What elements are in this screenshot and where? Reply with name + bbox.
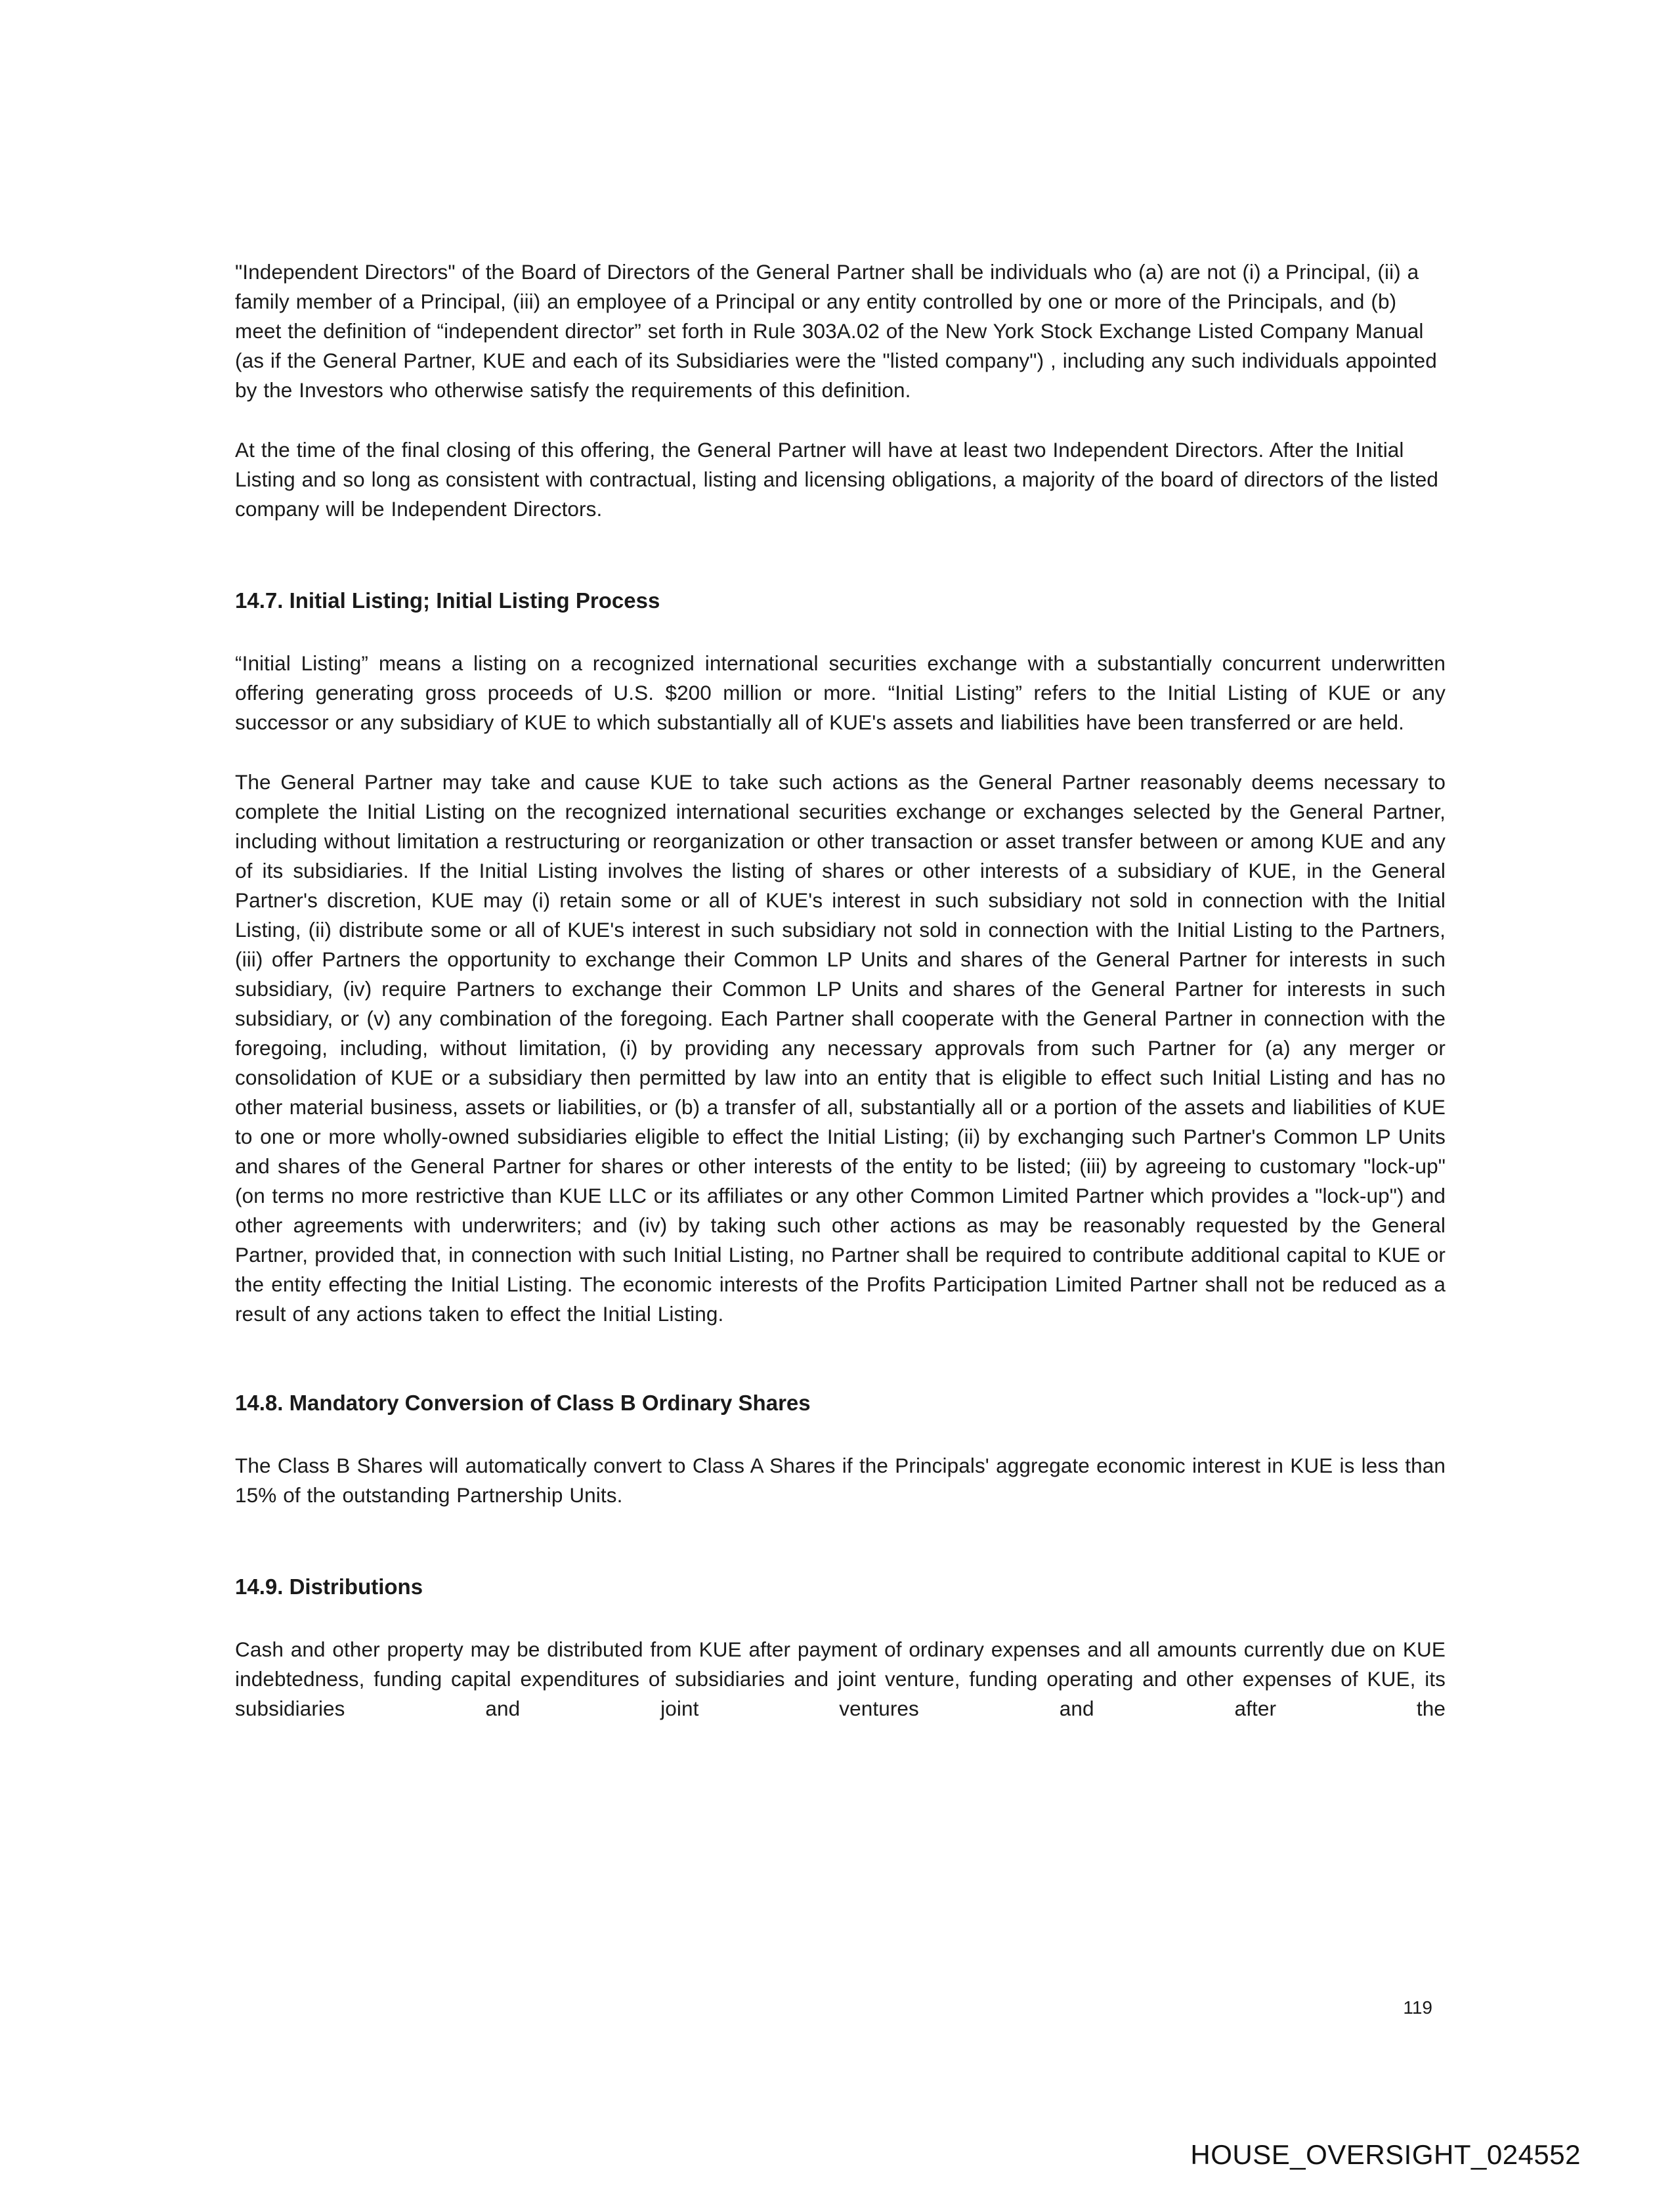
paragraph-initial-listing-definition: “Initial Listing” means a listing on a recognized international securities exchange with a substantially concurrent underwritten offering generating gross proceeds of U.S. $200 million or more. “Initial Listing” refers to the Initial Listing of KUE or any successor or any subsidiary of KUE to which substantially all of KUE's assets and liabilities have been transferred or are held. [235,651,1446,734]
paragraph-distributions: Cash and other property may be distributed from KUE after payment of ordinary expenses and all amounts currently due on KUE indebtedness, funding capital expenditures of subsidiaries and joint venture, funding operating and other expenses of KUE, its subsidiaries and joint ventures and after the [235,1637,1446,1720]
page-number: 119 [1403,1997,1432,2018]
section-heading-14-7: 14.7. Initial Listing; Initial Listing Process [235,588,660,613]
section-heading-14-8: 14.8. Mandatory Conversion of Class B Ordinary Shares [235,1391,811,1415]
paragraph-final-closing: At the time of the final closing of this offering, the General Partner will have at least two Independent Directors. After the Initial Listing and so long as consistent with contractual, listing and licensing obligations, a majority of the board of directors of the listed company will be Independent Directors. [235,438,1438,521]
footer-bates-stamp: HOUSE_OVERSIGHT_024552 [1190,2139,1581,2170]
paragraph-class-b-conversion: The Class B Shares will automatically convert to Class A Shares if the Principals' aggregate economic interest in KUE is less than 15% of the outstanding Partnership Units. [235,1454,1446,1507]
paragraph-independent-directors: "Independent Directors" of the Board of Directors of the General Partner shall be individuals who (a) are not (i) a Principal, (ii) a family member of a Principal, (iii) an employee of a Principal or any entity controlled by one or more of the Principals, and (b) meet the definition of “independent director” set forth in Rule 303A.02 of the New York Stock Exchange Listed Company Manual (as if the General Partner, KUE and each of its Subsidiaries were the "listed company") , including any such individuals appointed by the Investors who otherwise satisfy the requirements of this definition. [235,260,1437,402]
document-body [235,257,1446,1754]
paragraph-general-partner-actions: The General Partner may take and cause KUE to take such actions as the General Partner reasonably deems necessary to complete the Initial Listing on the recognized international securities exchange or exchanges selected by the General Partner, including without limitation a restructuring or reorganization or other transaction or asset transfer between or among KUE and any of its subsidiaries. If the Initial Listing involves the listing of shares or other interests of a subsidiary of KUE, in the General Partner's discretion, KUE may (i) retain some or all of KUE's interest in such subsidiary not sold in connection with the Initial Listing, (ii) distribute some or all of KUE's interest in such subsidiary not sold in connection with the Initial Listing to the Partners, (iii) offer Partners the opportunity to exchange their Common LP Units and shares of the General Partner for interests in such subsidiary, (iv) require Partners to exchange their Common LP Units and shares of the General Partner for interests in such subsidiary, or (v) any combination of the foregoing. Each Partner shall cooperate with the General Partner in connection with the foregoing, including, without limitation, (i) by providing any necessary approvals from such Partner for (a) any merger or consolidation of KUE or a subsidiary then permitted by law into an entity that is eligible to effect such Initial Listing and has no other material business, assets or liabilities, or (b) a transfer of all, substantially all or a portion of the assets and liabilities of KUE to one or more wholly-owned subsidiaries eligible to effect the Initial Listing; (ii) by exchanging such Partner's Common LP Units and shares of the General Partner for shares or other interests of the entity to be listed; (iii) by agreeing to customary "lock-up" (on terms no more restrictive than KUE LLC or its affiliates or any other Common Limited Partner which provides a "lock-up") and other agreements with underwriters; and (iv) by taking such other actions as may be reasonably requested by the General Partner, provided that, in connection with such Initial Listing, no Partner shall be required to contribute additional capital to KUE or the entity effecting the Initial Listing. The economic interests of the Profits Participation Limited Partner shall not be reduced as a result of any actions taken to effect the Initial Listing. [235,770,1446,1326]
section-heading-14-9: 14.9. Distributions [235,1574,423,1599]
